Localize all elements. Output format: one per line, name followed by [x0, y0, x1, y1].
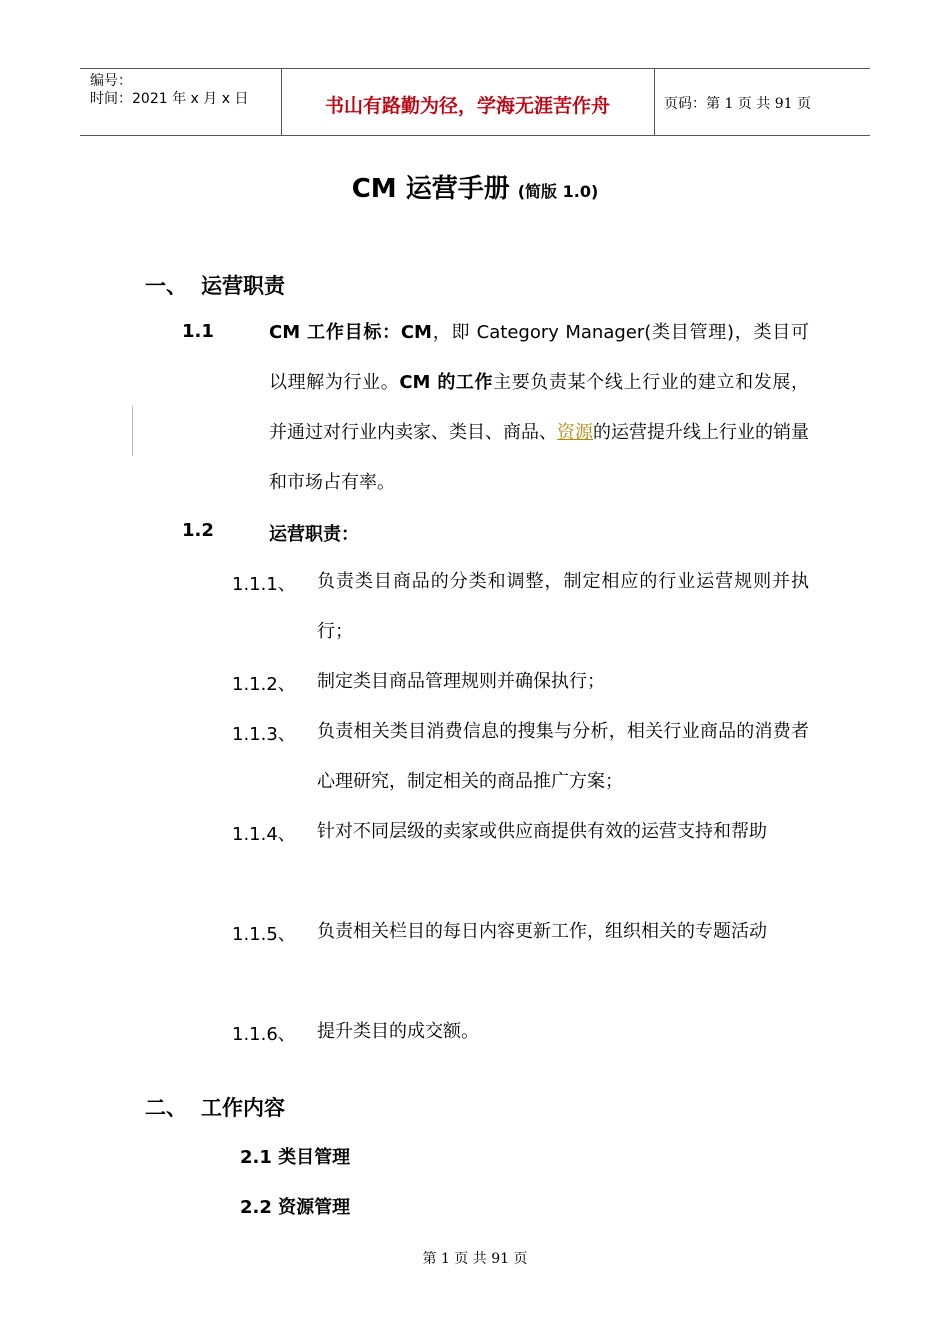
margin-change-bar — [132, 406, 133, 456]
duty-2-number: 1.1.2、 — [232, 674, 296, 695]
section-1-title: 运营职责 — [201, 274, 285, 298]
header-meta — [90, 72, 248, 108]
header-divider-right — [654, 68, 655, 135]
item-1-2-number: 1.2 — [182, 520, 214, 541]
header-motto: 书山有路勤为径，学海无涯苦作舟 — [324, 95, 610, 117]
duty-3-number: 1.1.3、 — [232, 724, 296, 745]
header-number-label: 编号： — [90, 73, 132, 89]
section-2-heading — [145, 1092, 285, 1122]
section-1-number: 一、 — [145, 274, 187, 298]
item-1-1-paragraph — [269, 308, 809, 508]
section-1-heading — [145, 270, 285, 300]
duty-6-number: 1.1.6、 — [232, 1024, 296, 1045]
duty-2-text: 制定类目商品管理规则并确保执行； — [317, 671, 605, 692]
duty-1-number: 1.1.1、 — [232, 574, 296, 595]
item-1-1-text-b: 主要负责某个线上行业的建立和发展，并通过对行业内卖家、类目、商品、 — [269, 372, 810, 443]
header-page-info: 页码：第 1 页 共 91 页 — [664, 96, 811, 112]
resource-link[interactable]: 资源 — [557, 422, 593, 443]
item-1-1-text-c: 的运营提升线上行业的销量和市场占有率。 — [269, 422, 809, 493]
header-top-rule — [80, 68, 870, 69]
duty-5-text: 负责相关栏目的每日内容更新工作，组织相关的专题活动 — [317, 921, 767, 942]
duty-6-text: 提升类目的成交额。 — [317, 1021, 479, 1042]
section-2-item-category: 2.1 类目管理 — [240, 1147, 351, 1168]
section-2-number: 二、 — [145, 1096, 187, 1120]
item-1-1-text-a: ，即 Category Manager(类目管理)，类目可以理解为行业。 — [269, 322, 810, 393]
duty-4-number: 1.1.4、 — [232, 824, 296, 845]
item-1-1-bold-mid: CM 的工作 — [399, 372, 494, 393]
duty-5-number: 1.1.5、 — [232, 924, 296, 945]
title-sub: (简版 1.0) — [517, 182, 599, 201]
item-1-1-number: 1.1 — [182, 321, 214, 342]
section-2-item-resource: 2.2 资源管理 — [240, 1197, 351, 1218]
section-2-title: 工作内容 — [201, 1096, 285, 1120]
duty-1-text: 负责类目商品的分类和调整，制定相应的行业运营规则并执行； — [317, 571, 809, 642]
item-1-1-bold-intro: CM 工作目标：CM — [269, 322, 432, 343]
item-1-2-title: 运营职责： — [269, 524, 359, 545]
page-footer: 第 1 页 共 91 页 — [422, 1251, 528, 1267]
title-main: CM 运营手册 — [351, 174, 510, 204]
duty-4-text: 针对不同层级的卖家或供应商提供有效的运营支持和帮助 — [317, 821, 767, 842]
duty-3-text: 负责相关类目消费信息的搜集与分析，相关行业商品的消费者心理研究，制定相关的商品推广方案； — [317, 721, 809, 792]
header-bottom-rule — [80, 135, 870, 136]
header-time-label: 时间：2021 年 x 月 x 日 — [90, 91, 249, 107]
document-title — [0, 168, 950, 205]
